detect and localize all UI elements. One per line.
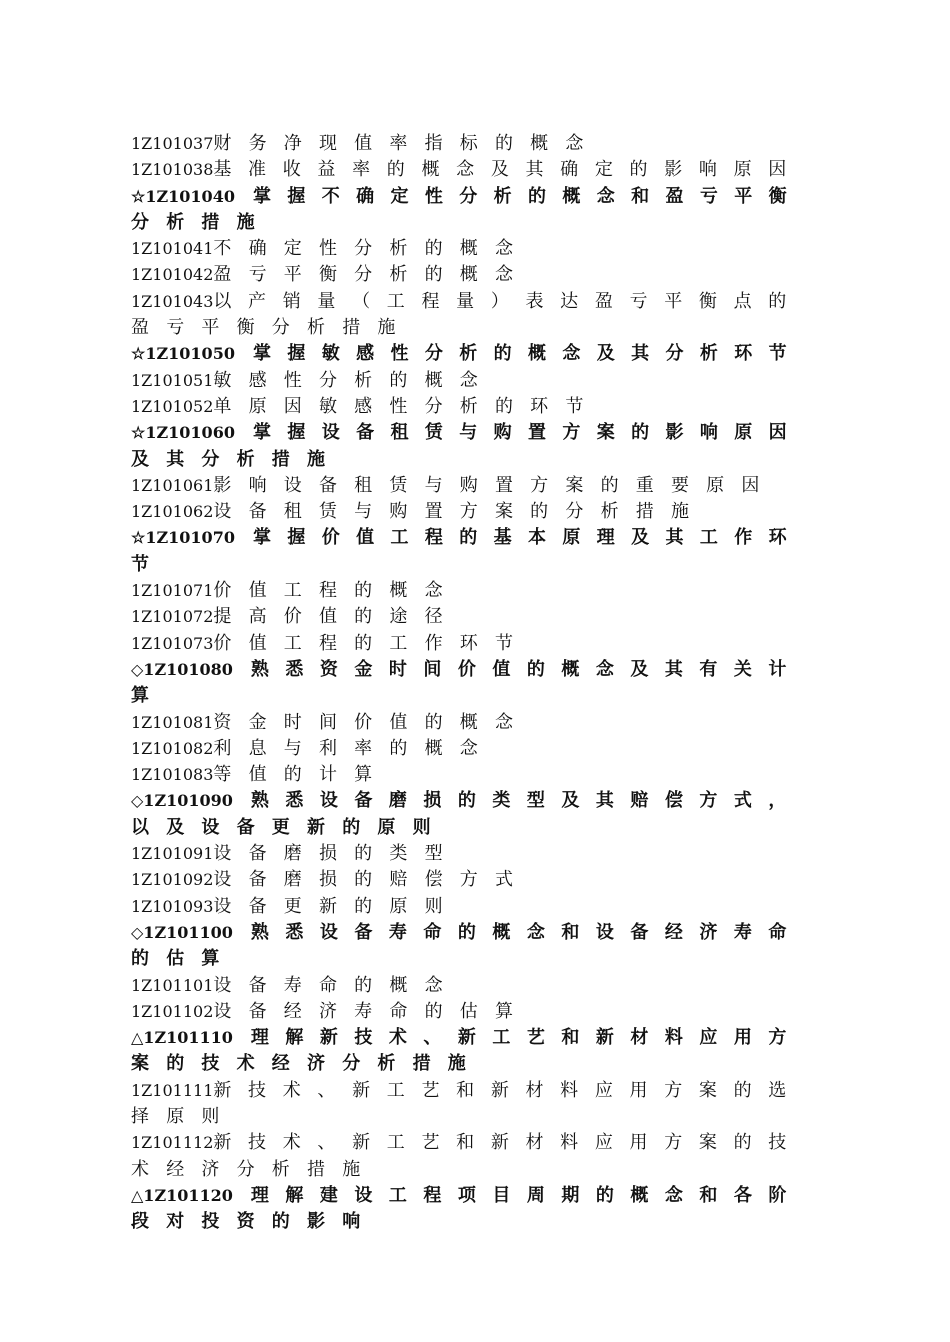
item-text: 案的技术经济分析措施: [131, 1053, 483, 1075]
item-text: 设备寿命的概念: [213, 974, 460, 996]
item-code: ◇1Z101100: [131, 922, 233, 942]
item-code: 1Z101081: [131, 712, 214, 732]
item-code: 1Z101092: [131, 870, 214, 890]
item-text: 理解建设工程项目周期的概念和各阶: [250, 1184, 803, 1206]
item-text: 影响设备租赁与购置方案的重要原因: [213, 474, 777, 496]
item-text: 分析措施: [131, 211, 272, 233]
section-heading-line: [131, 184, 803, 210]
section-heading-line: [131, 525, 803, 551]
item-line: [131, 999, 803, 1025]
item-text: 及其分析措施: [131, 448, 343, 470]
item-code: ☆1Z101060: [131, 423, 235, 443]
item-text: 提高价值的途径: [213, 606, 460, 628]
item-text: 设备租赁与购置方案的分析措施: [213, 501, 707, 523]
item-line: [131, 762, 803, 788]
section-heading-line: [131, 1183, 803, 1209]
item-code: ☆1Z101070: [131, 528, 235, 548]
item-code: 1Z101071: [131, 581, 214, 601]
item-text: 设备磨损的类型: [213, 843, 460, 865]
item-line: [131, 473, 803, 499]
item-line: [131, 394, 803, 420]
item-text: 单原因敏感性分析的环节: [213, 395, 601, 417]
item-code: △1Z101120: [131, 1185, 233, 1205]
item-text: 基准收益率的概念及其确定的影响原因: [213, 159, 803, 181]
item-code: 1Z101061: [131, 475, 214, 495]
item-text: 段对投资的影响: [131, 1211, 378, 1233]
item-line: [131, 1130, 803, 1156]
item-line: [131, 604, 803, 630]
item-text: 价值工程的概念: [213, 580, 460, 602]
item-text: 术经济分析措施: [131, 1158, 378, 1180]
item-code: 1Z101083: [131, 765, 214, 785]
item-text: 理解新技术、新工艺和新材料应用方: [250, 1027, 803, 1049]
item-line: [131, 157, 803, 183]
item-text: 掌握不确定性分析的概念和盈亏平衡: [252, 185, 803, 207]
item-text: 择原则: [131, 1105, 237, 1127]
item-line: [131, 867, 803, 893]
item-line: [131, 736, 803, 762]
item-line: [131, 710, 803, 736]
section-heading-line: [131, 447, 803, 473]
item-line: [131, 1078, 803, 1104]
section-heading-line: [131, 657, 803, 683]
item-line: [131, 499, 803, 525]
item-text: 新技术、新工艺和新材料应用方案的技: [213, 1132, 803, 1154]
item-text: 不确定性分析的概念: [213, 238, 531, 260]
item-text: 以及设备更新的原则: [131, 816, 448, 838]
item-code: ◇1Z101080: [131, 659, 233, 679]
item-code: 1Z101041: [131, 239, 214, 259]
item-code: ☆1Z101050: [131, 344, 235, 364]
document-body: [131, 131, 803, 1235]
item-code: 1Z101038: [131, 160, 214, 180]
item-line: [131, 1104, 803, 1130]
item-code: 1Z101051: [131, 370, 214, 390]
item-code: 1Z101073: [131, 633, 214, 653]
section-heading-line: [131, 946, 803, 972]
item-text: 算: [131, 685, 167, 707]
item-line: [131, 578, 803, 604]
item-code: ◇1Z101090: [131, 791, 233, 811]
item-text: 掌握敏感性分析的概念及其分析环节: [252, 343, 803, 365]
item-text: 利息与利率的概念: [213, 737, 495, 759]
item-code: 1Z101037: [131, 134, 214, 153]
item-text: 新技术、新工艺和新材料应用方案的选: [213, 1079, 803, 1101]
item-code: 1Z101062: [131, 502, 214, 522]
item-code: △1Z101110: [131, 1028, 233, 1048]
item-text: 熟悉设备寿命的概念和设备经济寿命: [250, 921, 803, 943]
item-line: [131, 289, 803, 315]
section-heading-line: [131, 1209, 803, 1235]
item-line: [131, 131, 803, 157]
item-text: 价值工程的工作环节: [213, 632, 531, 654]
section-heading-line: [131, 420, 803, 446]
item-text: 设备经济寿命的估算: [213, 1000, 531, 1022]
section-heading-line: [131, 1025, 803, 1051]
item-text: 等值的计算: [213, 764, 390, 786]
item-text: 以产销量（工程量）表达盈亏平衡点的: [213, 290, 803, 312]
section-heading-line: [131, 788, 803, 814]
item-line: [131, 894, 803, 920]
item-code: 1Z101043: [131, 291, 214, 311]
item-text: 盈亏平衡分析的概念: [213, 264, 531, 286]
item-text: 熟悉资金时间价值的概念及其有关计: [250, 658, 803, 680]
item-text: 节: [131, 553, 167, 575]
item-text: 的估算: [131, 948, 237, 970]
item-text: 盈亏平衡分析措施: [131, 317, 413, 339]
item-code: 1Z101091: [131, 844, 214, 864]
item-text: 资金时间价值的概念: [213, 711, 531, 733]
section-heading-line: [131, 815, 803, 841]
item-code: 1Z101112: [131, 1133, 214, 1153]
item-code: 1Z101042: [131, 265, 214, 285]
item-text: 掌握价值工程的基本原理及其工作环: [252, 527, 803, 549]
section-heading-line: [131, 552, 803, 578]
section-heading-line: [131, 920, 803, 946]
item-text: 掌握设备租赁与购置方案的影响原因: [252, 422, 803, 444]
item-text: 设备磨损的赔偿方式: [213, 869, 531, 891]
item-code: 1Z101102: [131, 1001, 214, 1021]
item-code: 1Z101052: [131, 396, 214, 416]
section-heading-line: [131, 341, 803, 367]
item-line: [131, 236, 803, 262]
item-line: [131, 262, 803, 288]
section-heading-line: [131, 1051, 803, 1077]
item-code: ☆1Z101040: [131, 186, 235, 206]
section-heading-line: [131, 683, 803, 709]
item-line: [131, 368, 803, 394]
item-line: [131, 315, 803, 341]
item-code: 1Z101072: [131, 607, 214, 627]
item-text: 财务净现值率指标的概念: [213, 133, 601, 154]
item-line: [131, 973, 803, 999]
item-text: 设备更新的原则: [213, 895, 460, 917]
item-code: 1Z101082: [131, 738, 214, 758]
item-line: [131, 1157, 803, 1183]
item-code: 1Z101093: [131, 896, 214, 916]
item-text: 熟悉设备磨损的类型及其赔偿方式，: [250, 790, 803, 812]
item-code: 1Z101101: [131, 975, 214, 995]
item-code: 1Z101111: [131, 1080, 214, 1100]
item-line: [131, 631, 803, 657]
item-line: [131, 841, 803, 867]
section-heading-line: [131, 210, 803, 236]
item-text: 敏感性分析的概念: [213, 369, 495, 391]
